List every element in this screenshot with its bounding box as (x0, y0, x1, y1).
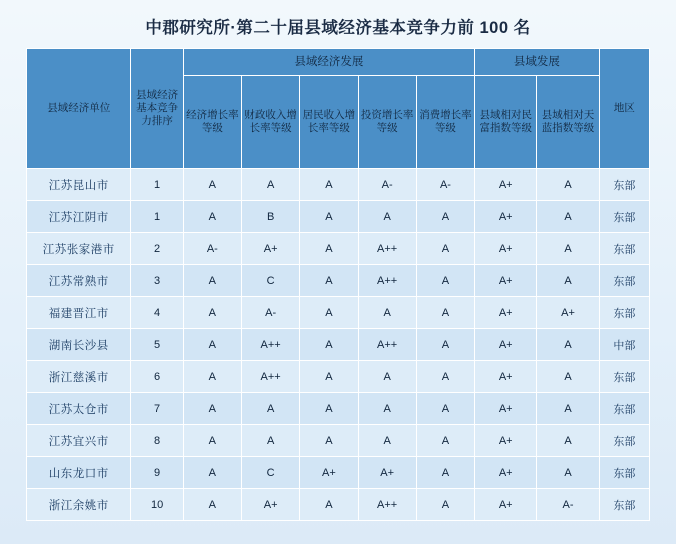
cell-grade: A+ (475, 457, 537, 489)
cell-rank: 1 (131, 201, 183, 233)
cell-grade: A (537, 425, 599, 457)
cell-grade: A (300, 169, 358, 201)
header-region: 地区 (599, 49, 649, 169)
cell-grade: A (183, 457, 241, 489)
cell-grade: A (358, 201, 416, 233)
cell-unit-name: 浙江余姚市 (27, 489, 131, 521)
cell-grade: A (300, 297, 358, 329)
cell-grade: A- (416, 169, 474, 201)
cell-grade: A (183, 329, 241, 361)
cell-grade: A (416, 425, 474, 457)
cell-grade: A (537, 329, 599, 361)
cell-region: 东部 (599, 265, 649, 297)
cell-region: 东部 (599, 457, 649, 489)
cell-grade: A (358, 361, 416, 393)
cell-region: 东部 (599, 201, 649, 233)
header-row-groups (27, 49, 650, 76)
page-title: 中郡研究所·第二十届县域经济基本竞争力前 100 名 (145, 19, 531, 37)
cell-grade: A- (183, 233, 241, 265)
cell-unit-name: 福建晋江市 (27, 297, 131, 329)
cell-grade: A (537, 201, 599, 233)
cell-grade: A+ (300, 457, 358, 489)
header-sub-relative-wealth-index: 县域相对民富指数等级 (475, 76, 537, 169)
cell-region: 东部 (599, 169, 649, 201)
cell-grade: A (183, 393, 241, 425)
cell-grade: A++ (241, 361, 299, 393)
cell-grade: A (537, 265, 599, 297)
cell-grade: C (241, 457, 299, 489)
cell-grade: A (241, 425, 299, 457)
cell-unit-name: 湖南长沙县 (27, 329, 131, 361)
cell-grade: A+ (475, 425, 537, 457)
cell-grade: A (300, 201, 358, 233)
cell-grade: A (416, 457, 474, 489)
cell-grade: A+ (475, 361, 537, 393)
cell-grade: A (537, 393, 599, 425)
cell-unit-name: 江苏江阴市 (27, 201, 131, 233)
table-body (27, 169, 650, 521)
cell-grade: A (358, 297, 416, 329)
cell-grade: A (300, 361, 358, 393)
cell-grade: A (183, 201, 241, 233)
cell-grade: A (358, 425, 416, 457)
cell-region: 中部 (599, 329, 649, 361)
header-sub-economic-growth: 经济增长率等级 (183, 76, 241, 169)
cell-grade: A (416, 201, 474, 233)
cell-grade: A (183, 489, 241, 521)
cell-grade: A+ (475, 297, 537, 329)
cell-region: 东部 (599, 233, 649, 265)
cell-grade: A (183, 265, 241, 297)
cell-rank: 5 (131, 329, 183, 361)
cell-rank: 10 (131, 489, 183, 521)
header-sub-consumption-growth: 消费增长率等级 (416, 76, 474, 169)
table-row (27, 489, 650, 521)
cell-grade: A+ (241, 233, 299, 265)
cell-grade: A++ (358, 489, 416, 521)
cell-region: 东部 (599, 425, 649, 457)
cell-grade: A (300, 329, 358, 361)
cell-grade: A (183, 169, 241, 201)
table-row (27, 361, 650, 393)
header-sub-investment-growth: 投资增长率等级 (358, 76, 416, 169)
cell-grade: A++ (358, 265, 416, 297)
cell-rank: 9 (131, 457, 183, 489)
header-group-economy: 县域经济发展 (183, 49, 474, 76)
cell-grade: A- (241, 297, 299, 329)
header-unit: 县域经济单位 (27, 49, 131, 169)
ranking-table (26, 48, 650, 521)
header-sub-fiscal-revenue-growth: 财政收入增长率等级 (241, 76, 299, 169)
table-header (27, 49, 650, 169)
cell-grade: A+ (475, 169, 537, 201)
table-row (27, 393, 650, 425)
cell-grade: C (241, 265, 299, 297)
cell-grade: A+ (475, 265, 537, 297)
cell-rank: 4 (131, 297, 183, 329)
cell-grade: A+ (241, 489, 299, 521)
header-sub-relative-blue-sky-index: 县域相对天蓝指数等级 (537, 76, 599, 169)
table-row (27, 201, 650, 233)
table-row (27, 265, 650, 297)
table-row (27, 169, 650, 201)
cell-rank: 3 (131, 265, 183, 297)
cell-rank: 1 (131, 169, 183, 201)
cell-grade: A (537, 361, 599, 393)
cell-rank: 7 (131, 393, 183, 425)
cell-rank: 8 (131, 425, 183, 457)
cell-grade: A (183, 297, 241, 329)
cell-grade: A+ (475, 393, 537, 425)
cell-grade: A- (358, 169, 416, 201)
cell-grade: A+ (475, 489, 537, 521)
cell-grade: A (416, 265, 474, 297)
cell-unit-name: 浙江慈溪市 (27, 361, 131, 393)
table-row (27, 233, 650, 265)
cell-grade: A++ (358, 329, 416, 361)
table-row (27, 329, 650, 361)
cell-region: 东部 (599, 361, 649, 393)
cell-grade: B (241, 201, 299, 233)
table-row (27, 297, 650, 329)
cell-grade: A (416, 329, 474, 361)
cell-grade: A (300, 265, 358, 297)
cell-unit-name: 江苏宜兴市 (27, 425, 131, 457)
cell-region: 东部 (599, 393, 649, 425)
cell-grade: A (537, 169, 599, 201)
cell-grade: A- (537, 489, 599, 521)
cell-grade: A (241, 169, 299, 201)
cell-grade: A+ (358, 457, 416, 489)
cell-unit-name: 江苏昆山市 (27, 169, 131, 201)
cell-rank: 6 (131, 361, 183, 393)
header-rank: 县域经济基本竞争力排序 (131, 49, 183, 169)
cell-region: 东部 (599, 297, 649, 329)
cell-region: 东部 (599, 489, 649, 521)
cell-grade: A (241, 393, 299, 425)
cell-grade: A (300, 425, 358, 457)
cell-grade: A (416, 393, 474, 425)
cell-grade: A+ (475, 233, 537, 265)
cell-grade: A+ (537, 297, 599, 329)
cell-rank: 2 (131, 233, 183, 265)
ranking-table-container (0, 48, 676, 521)
cell-unit-name: 山东龙口市 (27, 457, 131, 489)
header-sub-resident-income-growth: 居民收入增长率等级 (300, 76, 358, 169)
cell-grade: A (183, 361, 241, 393)
cell-grade: A (416, 297, 474, 329)
cell-grade: A (300, 393, 358, 425)
cell-grade: A (537, 457, 599, 489)
cell-grade: A (300, 489, 358, 521)
cell-grade: A+ (475, 201, 537, 233)
cell-grade: A+ (475, 329, 537, 361)
cell-unit-name: 江苏太仓市 (27, 393, 131, 425)
cell-grade: A (416, 489, 474, 521)
cell-grade: A++ (358, 233, 416, 265)
table-row (27, 457, 650, 489)
cell-grade: A (358, 393, 416, 425)
header-group-development: 县域发展 (475, 49, 600, 76)
table-row (27, 425, 650, 457)
cell-grade: A (416, 233, 474, 265)
cell-grade: A (183, 425, 241, 457)
cell-grade: A++ (241, 329, 299, 361)
cell-unit-name: 江苏常熟市 (27, 265, 131, 297)
cell-unit-name: 江苏张家港市 (27, 233, 131, 265)
cell-grade: A (537, 233, 599, 265)
cell-grade: A (300, 233, 358, 265)
cell-grade: A (416, 361, 474, 393)
